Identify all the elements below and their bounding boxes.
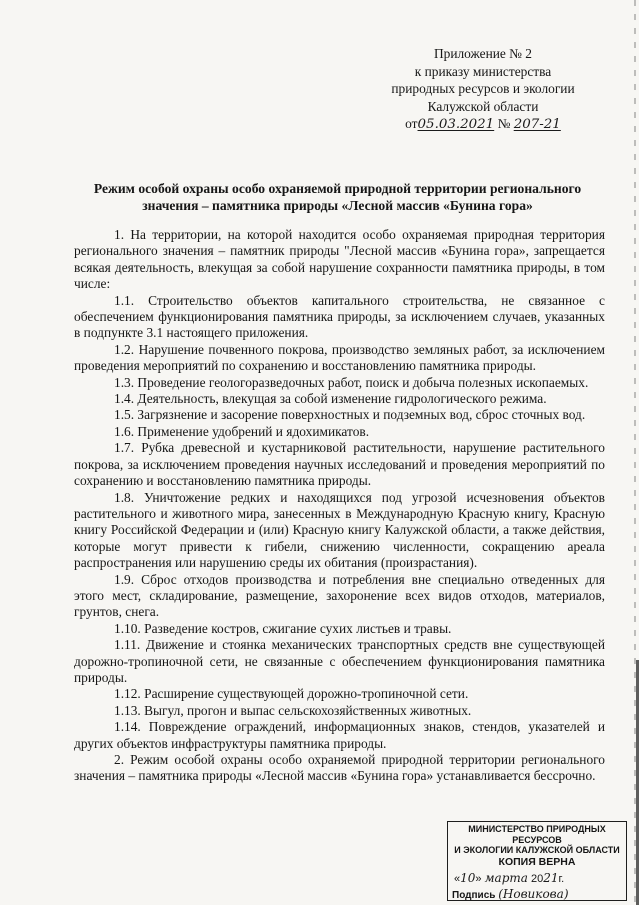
stamp-region-line: И ЭКОЛОГИИ КАЛУЖСКОЙ ОБЛАСТИ bbox=[454, 845, 620, 855]
stamp-certified-copy: КОПИЯ ВЕРНА bbox=[498, 855, 576, 868]
paragraph: 1.13. Выгул, прогон и выпас сельскохозяйственных животных. bbox=[114, 702, 472, 718]
stamp-day: 10 bbox=[460, 871, 476, 885]
paragraph: 1.14. Повреждение ограждений, информационных знаков, стендов, указателей и других объектов инфраструктуры памятника природы. bbox=[74, 719, 605, 751]
stamp-year-unit: г. bbox=[558, 873, 565, 885]
paragraph: 1.8. Уничтожение редких и находящихся под угрозой исчезновения объектов растительного и животного мира, занесенных в Международную Красную книгу, Красную книгу Российской Федерации и (или) Красную книгу Калужской области, а также действия, которые могут привести к гибели, снижению численности, сокращению ареала распространения или нарушению среды их обитания (произрастания). bbox=[74, 489, 605, 571]
number-prefix: № bbox=[497, 116, 511, 131]
paragraph: 1.3. Проведение геологоразведочных работ, поиск и добыча полезных ископаемых. bbox=[114, 374, 589, 390]
stamp-ministry-line: МИНИСТЕРСТВО ПРИРОДНЫХ РЕСУРСОВ bbox=[468, 824, 606, 845]
stamp-signature-name: (Новикова) bbox=[498, 886, 569, 901]
document-body bbox=[74, 227, 605, 785]
stamp-month: марта bbox=[484, 871, 528, 885]
paragraph: 1. На территории, на которой находится особо охраняемая природная территория регионального значения – памятник природы "Лесной массив «Бунина гора», запрещается всякая деятельность, влекущая за собой нарушение сохранности памятника природы, в том числе: bbox=[74, 227, 605, 292]
document-title: Режим особой охраны особо охраняемой природной территории регионального значения – памятника природы «Лесной массив «Бунина гора» bbox=[93, 181, 582, 213]
stamp-date: «10» марта 2021г. bbox=[454, 871, 565, 885]
paragraph: 1.4. Деятельность, влекущая за собой изменение гидрологического режима. bbox=[114, 391, 547, 407]
order-date-number bbox=[378, 115, 588, 134]
paragraph: 1.7. Рубка древесной и кустарниковой растительности, нарушение растительного покрова, за исключением проведения научных исследований и проведения мероприятий по сохранению и восстановлению памятника природы. bbox=[74, 440, 605, 489]
stamp-signature-label: Подпись bbox=[452, 889, 496, 901]
order-reference: к приказу министерства bbox=[414, 63, 552, 79]
appendix-header bbox=[378, 45, 588, 134]
paragraph: 2. Режим особой охраны особо охраняемой природной территории регионального значения – памятника природы «Лесной массив «Бунина гора» устанавливается бессрочно. bbox=[74, 752, 605, 784]
stamp-signature bbox=[448, 886, 626, 902]
certified-copy-stamp bbox=[447, 821, 627, 901]
paragraph: 1.5. Загрязнение и засорение поверхностных и подземных вод, сброс сточных вод. bbox=[114, 407, 586, 423]
paragraph: 1.9. Сброс отходов производства и потребления вне специально отведенных для этого мест, складирование, размещение, захоронение всех видов отходов, материалов, грунтов, снега. bbox=[74, 571, 605, 620]
paragraph: 1.6. Применение удобрений и ядохимикатов. bbox=[114, 423, 370, 439]
paragraph: 1.1. Строительство объектов капитального строительства, не связанное с обеспечением функционирования памятника природы, за исключением случаев, указанных в подпункте 3.1 настоящего приложения. bbox=[74, 292, 605, 341]
region-name: Калужской области bbox=[427, 98, 539, 114]
stamp-year-prefix: 20 bbox=[530, 873, 544, 885]
paragraph: 1.12. Расширение существующей дорожно-тропиночной сети. bbox=[114, 686, 469, 702]
date-prefix: от bbox=[405, 116, 418, 131]
ministry-name: природных ресурсов и экологии bbox=[391, 81, 575, 96]
appendix-number: Приложение № 2 bbox=[433, 46, 533, 61]
paragraph: 1.11. Движение и стоянка механических транспортных средств вне существующей дорожно-тропиночной сети, не связанные с обеспечением функционирования памятника природы. bbox=[74, 637, 605, 685]
paragraph: 1.10. Разведение костров, сжигание сухих листьев и травы. bbox=[114, 620, 452, 636]
stamp-year-suffix: 21 bbox=[543, 871, 559, 885]
order-date: 05.03.2021 bbox=[417, 117, 495, 132]
paragraph: 1.2. Нарушение почвенного покрова, производство земляных работ, за исключением проведения мероприятий по сохранению и восстановлению памятника природы. bbox=[74, 341, 605, 374]
order-number: 207-21 bbox=[513, 117, 561, 132]
